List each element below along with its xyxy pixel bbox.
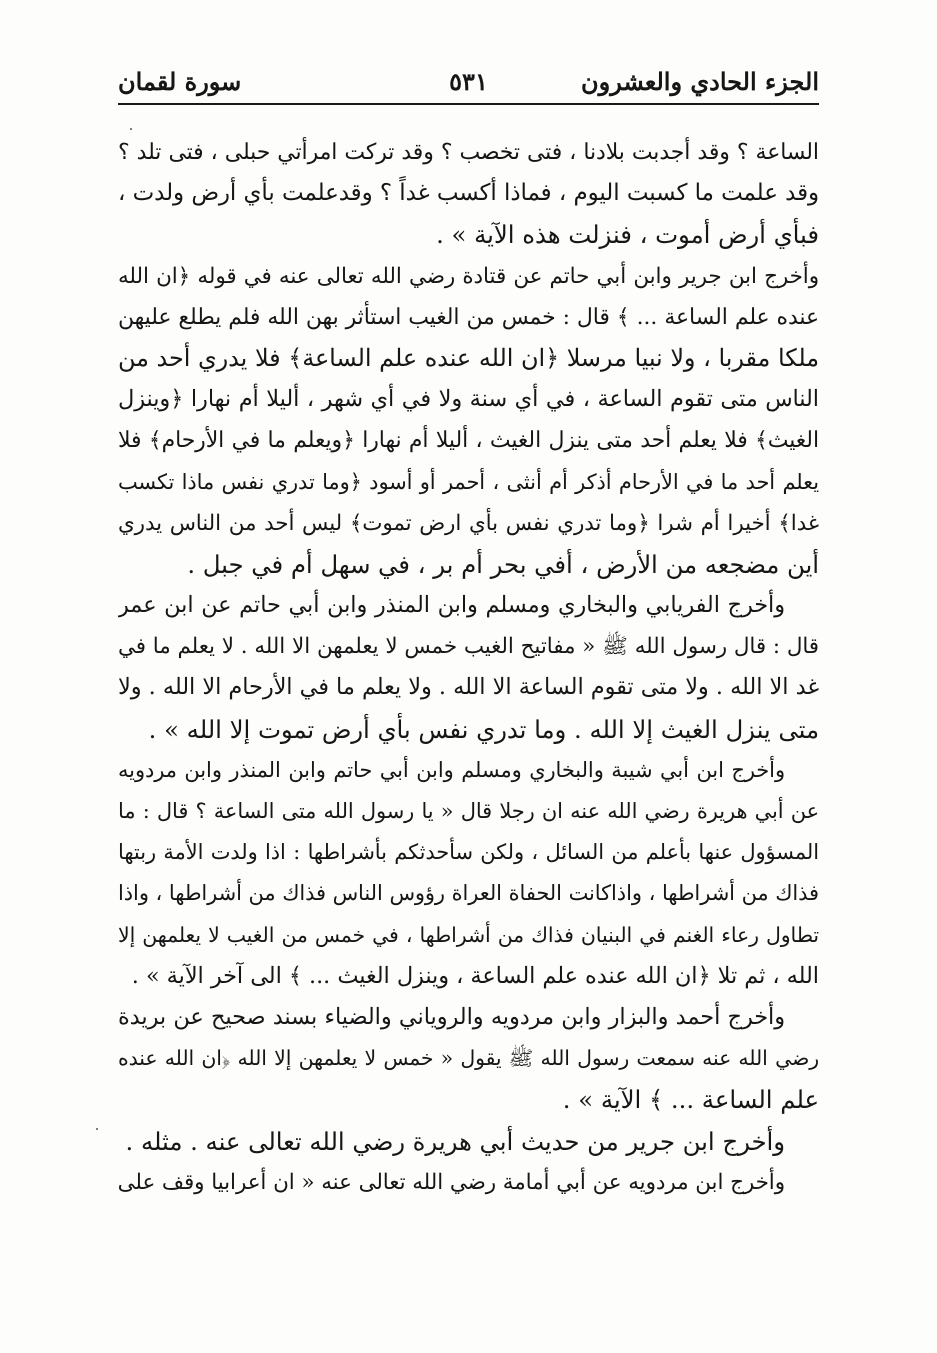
text-line: غدا﴾ أخيرا أم شرا ﴿وما تدري نفس بأي ارض تموت﴾ ليس أحد من الناس يدري bbox=[118, 510, 819, 536]
text-line: يعلم أحد ما في الأرحام أذكر أم أنثى ، أحمر أو أسود ﴿وما تدري نفس ماذا تكسب bbox=[118, 469, 819, 494]
text-line: متى ينزل الغيث إلا الله . وما تدري نفس بأي أرض تموت إلا الله » . bbox=[148, 714, 819, 744]
text-line: عن أبي هريرة رضي الله عنه ان رجلا قال « يا رسول الله متى الساعة ؟ قال : ما bbox=[118, 799, 819, 823]
text-line: وأخرج ابن أبي شيبة والبخاري ومسلم وابن أبي حاتم وابن المنذر وابن مردويه bbox=[118, 757, 785, 782]
text-line: عنده علم الساعة ... ﴾ قال : خمس من الغيب استأثر بهن الله فلم يطلع عليهن bbox=[118, 304, 819, 330]
text-line: قال : قال رسول الله ﷺ « مفاتيح الغيب خمس لا يعلمهن الا الله . لا يعلم ما في bbox=[118, 634, 819, 660]
text-line: تطاول رعاء الغنم في البنيان فذاك من أشراطها ، في خمس من الغيب لا يعلمهن إلا bbox=[118, 922, 819, 947]
text-line: وأخرج ابن جرير من حديث أبي هريرة رضي الله تعالى عنه . مثله . bbox=[125, 1126, 785, 1156]
text-line: الغيث﴾ فلا يعلم أحد متى ينزل الغيث ، أليلا أم نهارا ﴿ويعلم ما في الأرحام﴾ فلا bbox=[118, 428, 819, 454]
text-line: فذاك من أشراطها ، واذاكانت الحفاة العراة رؤوس الناس فذاك من أشراطها ، واذا bbox=[118, 881, 819, 906]
page-speck bbox=[130, 128, 132, 130]
text-line: علم الساعة ... ﴾ الآية » . bbox=[562, 1085, 819, 1115]
text-line: الناس متى تقوم الساعة ، في أي سنة ولا في أي شهر ، أليلا أم نهارا ﴿وينزل bbox=[118, 386, 819, 413]
text-line: الساعة ؟ وقد أجدبت بلادنا ، فتى تخصب ؟ وقد تركت امرأتي حبلى ، فتى تلد ؟ bbox=[118, 140, 819, 165]
text-line: فبأي أرض أموت ، فنزلت هذه الآية » . bbox=[436, 220, 819, 250]
text-line: وقد علمت ما كسبت اليوم ، فماذا أكسب غداً ؟ وقدعلمت بأي أرض ولدت ، bbox=[118, 180, 819, 207]
page-speck bbox=[96, 1128, 98, 1130]
text-line: ملكا مقربا ، ولا نبيا مرسلا ﴿ان الله عنده علم الساعة﴾ فلا يدري أحد من bbox=[118, 343, 819, 372]
text-line: المسؤول عنها بأعلم من السائل ، ولكن سأحدثكم بأشراطها : اذا ولدت الأمة ربتها bbox=[118, 840, 819, 865]
page-header bbox=[118, 56, 819, 102]
text-line: غد الا الله . ولا متى تقوم الساعة الا الله . ولا يعلم ما في الأرحام الا الله . ولا bbox=[118, 674, 819, 701]
text-line: وأخرج أحمد والبزار وابن مردويه والروياني والضياء بسند صحيح عن بريدة bbox=[118, 1003, 785, 1030]
text-line: وأخرج ابن مردويه عن أبي أمامة رضي الله تعالى عنه « ان أعرابيا وقف على bbox=[118, 1169, 785, 1195]
running-head-surah: سورة لقمان bbox=[118, 67, 242, 96]
text-line: رضي الله عنه سمعت رسول الله ﷺ يقول « خمس لا يعلمهن إلا الله ﴿ان الله عنده bbox=[118, 1046, 819, 1071]
text-line: الله ، ثم تلا ﴿ان الله عنده علم الساعة ، وينزل الغيث ... ﴾ الى آخر الآية » . bbox=[131, 962, 819, 989]
page-number: ٥٣١ bbox=[449, 67, 488, 96]
text-line: أين مضجعه من الأرض ، أفي بحر أم بر ، في سهل أم في جبل . bbox=[187, 549, 819, 579]
running-head-part: الجزء الحادي والعشرون bbox=[581, 67, 819, 96]
body-text bbox=[118, 132, 819, 1203]
text-line: وأخرج ابن جرير وابن أبي حاتم عن قتادة رضي الله تعالى عنه في قوله ﴿ان الله bbox=[118, 263, 819, 289]
text-line: وأخرج الفريابي والبخاري ومسلم وابن المنذر وابن أبي حاتم عن ابن عمر bbox=[118, 592, 785, 619]
header-rule bbox=[118, 103, 819, 105]
